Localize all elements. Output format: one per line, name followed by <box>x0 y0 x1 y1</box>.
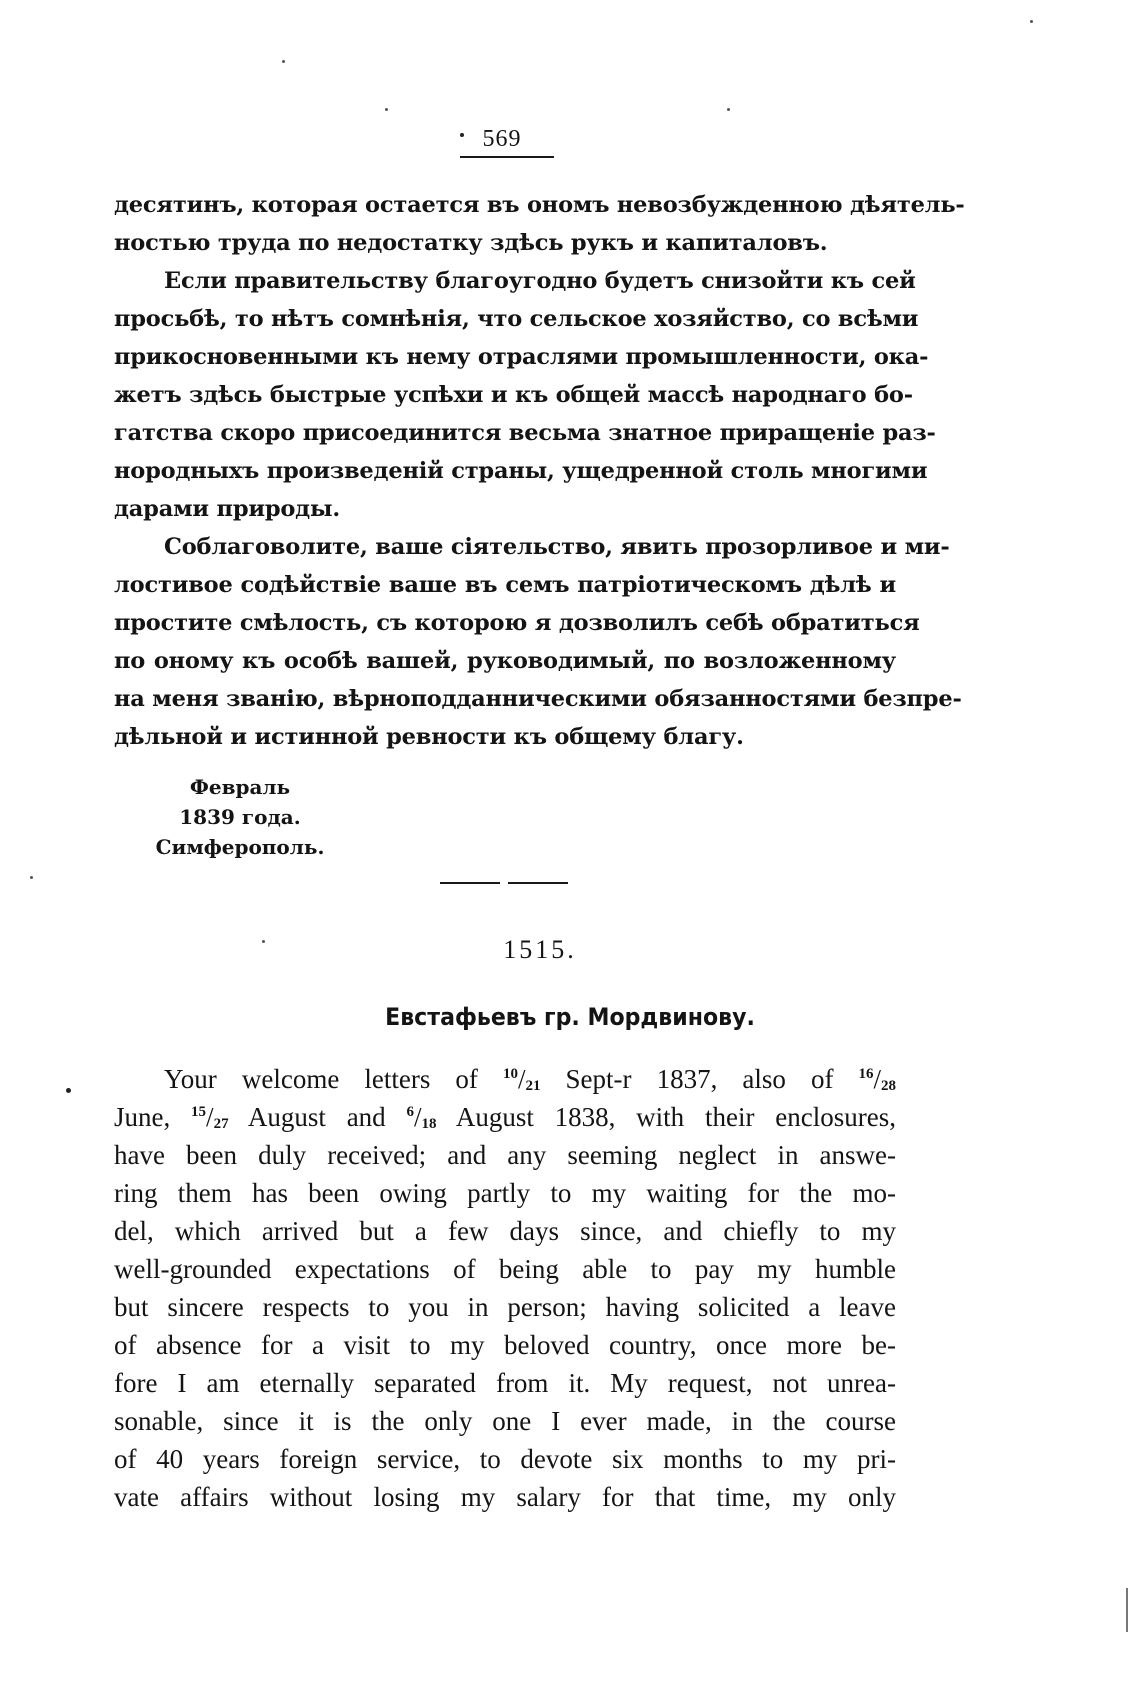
fraction-numerator: 6 <box>406 1104 414 1120</box>
letter-1-signature <box>140 772 340 862</box>
scan-speck <box>262 940 265 943</box>
text-run: Your welcome letters of <box>164 1064 503 1094</box>
text-line: Соблаговолите, ваше сіятельство, явить прозорливое и ми- <box>164 534 950 560</box>
scan-speck <box>30 876 33 879</box>
text-line: десятинъ, которая остается въ ономъ невозбужденною дѣятель- <box>114 192 965 218</box>
text-line: простите смѣлость, съ которою я дозволилъ себѣ обратиться <box>114 610 920 636</box>
text-line: дѣльной и истинной ревности къ общему благу. <box>114 724 744 750</box>
scan-speck <box>66 1088 71 1093</box>
signature-place: Симферополь. <box>155 835 325 859</box>
page-number: 569 <box>482 126 522 152</box>
scan-speck <box>1030 20 1033 23</box>
text-line: but sincere respects to you in person; having solicited a leave <box>114 1292 896 1322</box>
signature-year: 1839 года. <box>179 805 301 829</box>
text-line: Your welcome letters of $^{10}/_{21}$ Sept-r 1837, also of $^{16}/_{28}$ <box>164 1064 897 1094</box>
text-line: of 40 years foreign service, to devote six months to my pri- <box>114 1444 896 1474</box>
text-line: vate affairs without losing my salary for that time, my only <box>114 1482 896 1512</box>
text-line: June, $^{15}/_{27}$ August and $^6/_{18}$ August 1838, with their enclosures, <box>114 1102 896 1132</box>
text-line: дарами природы. <box>114 496 340 522</box>
signature-month: Февраль <box>189 775 291 799</box>
fraction-denominator: 28 <box>881 1078 897 1094</box>
text-line: Если правительству благоугодно будетъ снизойти къ сей <box>164 268 916 294</box>
letter-2-body <box>114 1060 896 1516</box>
page-number-underline <box>460 156 554 158</box>
text-line: sonable, since it is the only one I ever made, in the course <box>114 1406 896 1436</box>
text-run: June, <box>114 1102 192 1132</box>
scan-speck <box>282 60 285 63</box>
section-divider-right <box>508 882 568 884</box>
text-line: have been duly received; and any seeming neglect in answe- <box>114 1140 896 1170</box>
text-run: Sept-r 1837, also of <box>540 1064 859 1094</box>
text-run: August 1838, with their enclosures, <box>436 1102 896 1132</box>
text-line: лостивое содѣйствіе ваше въ семъ патріотическомъ дѣлѣ и <box>114 572 896 598</box>
text-line: по оному къ особѣ вашей, руководимый, по возложенному <box>114 648 896 674</box>
text-line: fore I am eternally separated from it. My request, not unrea- <box>114 1368 896 1398</box>
fraction-numerator: 16 <box>858 1066 874 1082</box>
fraction-numerator: 15 <box>191 1104 207 1120</box>
text-line: прикосновенными къ нему отраслями промышленности, ока- <box>114 344 929 370</box>
text-line: del, which arrived but a few days since, and chiefly to my <box>114 1216 896 1246</box>
text-line: ring them has been owing partly to my waiting for the mo- <box>114 1178 896 1208</box>
document-title: Евстафьевъ гр. Мордвинову. <box>385 1003 755 1031</box>
scan-edge-mark <box>1126 1588 1128 1632</box>
section-divider-left <box>440 882 500 884</box>
document-number: 1515. <box>503 935 577 964</box>
scan-speck <box>385 108 388 111</box>
text-line: жетъ здѣсь быстрые успѣхи и къ общей массѣ народнаго бо- <box>114 382 913 408</box>
text-line: ностью труда по недостатку здѣсь рукъ и капиталовъ. <box>114 230 828 256</box>
text-line: нородныхъ произведеній страны, ущедренной столь многими <box>114 458 928 484</box>
text-line: well-grounded expectations of being able to pay my humble <box>114 1254 896 1284</box>
text-line: of absence for a visit to my beloved country, once more be- <box>114 1330 896 1360</box>
fraction-denominator: 21 <box>525 1078 541 1094</box>
fraction-denominator: 18 <box>421 1116 437 1132</box>
text-line: просьбѣ, то нѣтъ сомнѣнія, что сельское хозяйство, со всѣми <box>114 306 919 332</box>
scan-speck <box>727 108 730 111</box>
text-run: August and <box>228 1102 407 1132</box>
letter-1-body <box>114 186 965 756</box>
fraction-numerator: 10 <box>502 1066 518 1082</box>
fraction-denominator: 27 <box>213 1116 229 1132</box>
text-line: на меня званію, вѣрноподданническими обязанностями безпре- <box>114 686 962 712</box>
text-line: гатства скоро присоединится весьма знатное приращеніе раз- <box>114 420 936 446</box>
